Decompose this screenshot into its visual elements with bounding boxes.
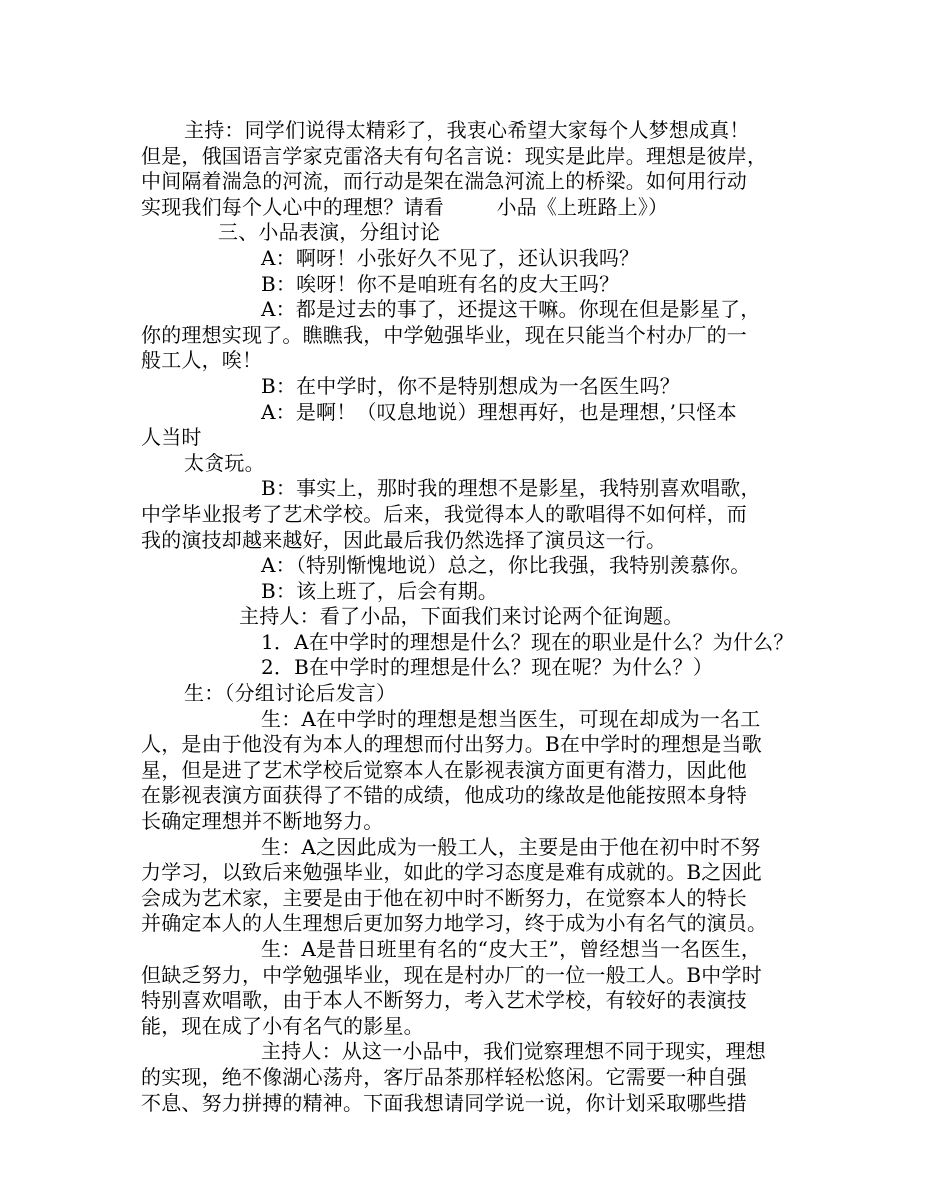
dialogue-line: 人当时	[141, 425, 202, 450]
student-line: 生：（分组讨论后发言）	[184, 681, 397, 706]
dialogue-line: A：都是过去的事了，还提这干嘛。你现在但是影星了，	[261, 297, 761, 322]
student-line: 能，现在成了小有名气的影星。	[141, 1013, 424, 1038]
dialogue-line: B：在中学时，你不是特别想成为一名医生吗？	[261, 373, 680, 398]
dialogue-line: 我的演技却越来越好，因此最后我仍然选择了演员这一行。	[141, 527, 667, 552]
student-line: 力学习，以致后来勉强毕业，如此的学习态度是难有成就的。B之因此	[141, 860, 762, 885]
dialogue-line: A：是啊！（叹息地说）理想再好，也是理想，’只怪本	[261, 399, 737, 424]
dialogue-line: 你的理想实现了。瞧瞧我，中学勉强毕业，现在只能当个村办厂的一	[141, 322, 747, 347]
paragraph-line: 中间隔着湍急的河流，而行动是架在湍急河流上的桥梁。如何用行动	[141, 169, 747, 194]
student-line: 长确定理想并不断地努力。	[141, 809, 384, 834]
question-item: 1．A在中学时的理想是什么？现在的职业是什么？为什么？	[261, 629, 794, 654]
dialogue-line: 太贪玩。	[184, 450, 265, 475]
dialogue-line: A：啊呀！小张好久不见了，还认识我吗？	[261, 245, 640, 270]
paragraph-line: 但是，俄国语言学家克雷洛夫有句名言说：现实是此岸。理想是彼岸，	[141, 143, 768, 168]
student-line: 在影视表演方面获得了不错的成绩，他成功的缘故是他能按照本身特	[141, 783, 747, 808]
student-line: 会成为艺术家，主要是由于他在初中时不断努力，在觉察本人的特长	[141, 885, 747, 910]
dialogue-line: B：唉呀！你不是咱班有名的皮大王吗？	[261, 271, 620, 296]
student-line: 生：A是昔日班里有名的“皮大王”，曾经想当一名医生，	[261, 937, 762, 961]
student-line: 生：A之因此成为一般工人，主要是由于他在初中时不努	[261, 834, 761, 859]
student-line: 星，但是进了艺术学校后觉察本人在影视表演方面更有潜力，因此他	[141, 757, 747, 782]
student-line: 并确定本人的人生理想后更加努力地学习，终于成为小有名气的演员。	[141, 911, 768, 936]
dialogue-line: A：（特别惭愧地说）总之，你比我强，我特别羡慕你。	[261, 553, 751, 578]
student-line: 特别喜欢唱歌，由于本人不断努力，考入艺术学校，有较好的表演技	[141, 988, 747, 1013]
dialogue-line: B：该上班了，后会有期。	[261, 578, 499, 603]
dialogue-line: B：事实上，那时我的理想不是影星，我特别喜欢唱歌，	[261, 476, 761, 501]
question-item: 2．B在中学时的理想是什么？现在呢？为什么？）	[261, 655, 714, 680]
document-page	[141, 118, 831, 1116]
student-line: 人，是由于他没有为本人的理想而付出努力。B在中学时的理想是当歌	[141, 732, 762, 757]
student-line: 但缺乏努力，中学勉强毕业，现在是村办厂的一位一般工人。B中学时	[141, 962, 762, 987]
student-line: 生：A在中学时的理想是想当医生，可现在却成为一名工	[261, 706, 761, 731]
host-line: 主持人：看了小品，下面我们来讨论两个征询题。	[239, 604, 684, 629]
host-line: 的实现，绝不像湖心荡舟，客厅品茶那样轻松悠闲。它需要一种自强	[141, 1064, 747, 1089]
host-line: 不息、努力拼搏的精神。下面我想请同学说一说，你计划采取哪些措	[141, 1090, 747, 1115]
dialogue-line: 般工人，唉！	[141, 348, 263, 373]
paragraph-line: 实现我们每个人心中的理想？请看 小品《上班路上》）	[141, 194, 669, 219]
section-heading: 三、小品表演，分组讨论	[218, 220, 441, 245]
dialogue-line: 中学毕业报考了艺术学校。后来，我觉得本人的歌唱得不如何样，而	[141, 501, 747, 526]
paragraph-line: 主持：同学们说得太精彩了，我衷心希望大家每个人梦想成真！	[184, 118, 750, 142]
host-line: 主持人：从这一小品中，我们觉察理想不同于现实，理想	[261, 1039, 766, 1064]
